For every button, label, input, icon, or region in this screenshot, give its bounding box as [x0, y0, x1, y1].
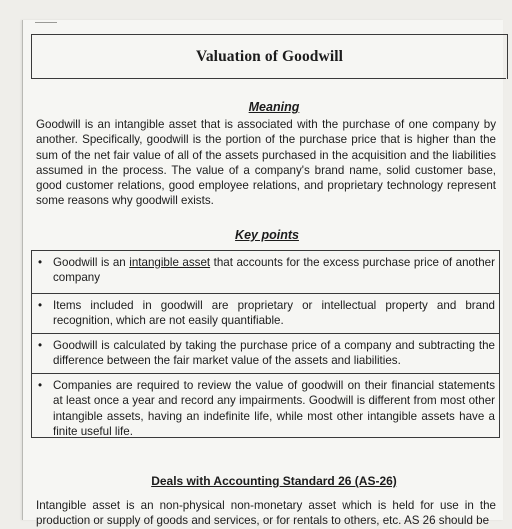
key-point-row — [32, 251, 499, 293]
title-divider — [31, 78, 506, 79]
key-point-row — [32, 373, 499, 437]
key-point-row — [32, 293, 499, 333]
page-title: Valuation of Goodwill — [195, 48, 344, 65]
intangible-asset-link-text: intangible asset — [129, 256, 211, 269]
meaning-paragraph: Goodwill is an intangible asset that is associated with the purchase of one company by another. Specifically, goodwill is the portion of the purchase price that is higher than the sum of the net fair value of all of the assets purchased in the acquisition and the liabilities assumed in the process. The value of a company's brand name, solid customer base, good customer relations, good employee relations, and proprietary technology represent some reasons why goodwill exists. — [36, 118, 496, 208]
bullet-icon: • — [38, 256, 43, 269]
bullet-icon: • — [38, 299, 43, 312]
page-corner-mark — [35, 22, 57, 23]
document-page — [22, 20, 503, 528]
key-point-row — [32, 333, 499, 373]
bullet-icon: • — [38, 379, 43, 392]
title-box — [31, 34, 508, 79]
key-point-text: Goodwill is calculated by taking the purchase price of a company and subtracting the difference between the fair market value of the assets and liabilities. — [53, 339, 495, 368]
meaning-heading: Meaning — [248, 100, 300, 114]
key-points-heading: Key points — [235, 228, 299, 242]
key-point-text: Companies are required to review the value of goodwill on their financial statements at least once a year and record any impairments. Goodwill is different from most other intangible assets, having an indefinite life, while most other intangible assets have a finite useful life. — [53, 379, 495, 438]
bullet-icon: • — [38, 339, 43, 352]
key-point-text: Goodwill is an intangible asset that accounts for the excess purchase price of another company — [53, 256, 495, 285]
key-points-table — [31, 250, 500, 438]
key-point-text: Items included in goodwill are proprietary or intellectual property and brand recognition, which are not easily quantifiable. — [53, 299, 495, 328]
as26-paragraph: Intangible asset is an non-physical non-monetary asset which is held for use in the production or supply of goods and services, or for rentals to others, etc. AS 26 should be — [36, 499, 496, 528]
as26-heading: Deals with Accounting Standard 26 (AS-26) — [151, 474, 397, 488]
